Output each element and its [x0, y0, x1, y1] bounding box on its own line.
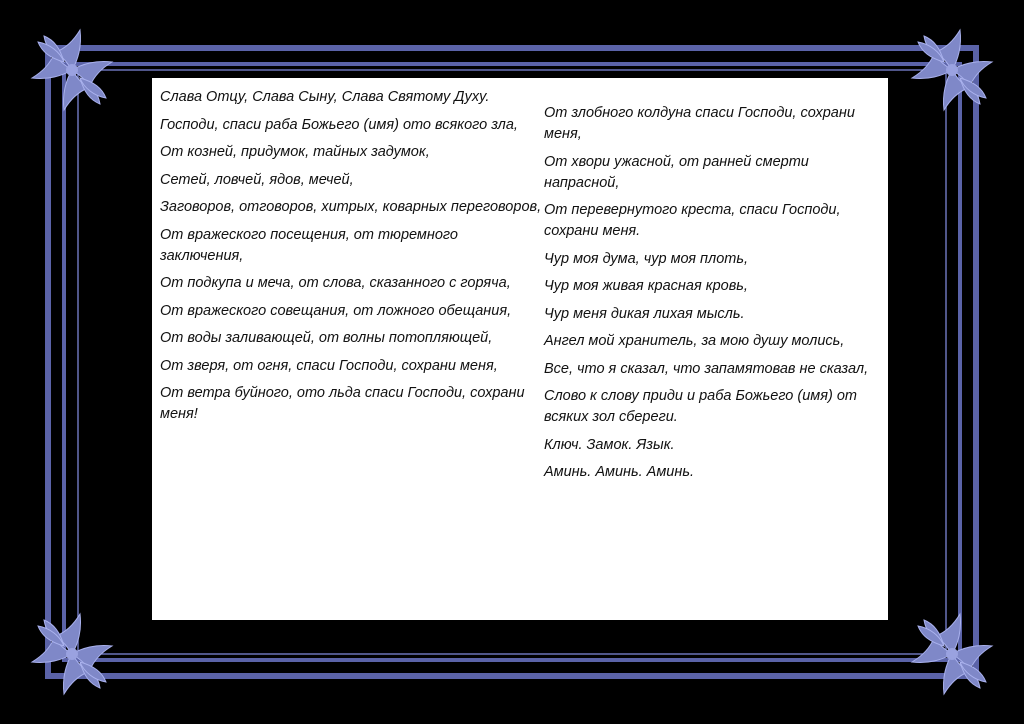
prayer-line: От злобного колдуна спаси Господи, сохрани меня, — [544, 105, 855, 142]
prayer-line: От вражеского совещания, от ложного обещания, — [160, 302, 512, 319]
prayer-line: От вражеского посещения, от тюремного заключения, — [160, 226, 458, 264]
prayer-line: Заговоров, отговоров, хитрых, коварных переговоров, — [160, 199, 542, 215]
prayer-line: От зверя, от огня, спаси Господи, сохрани меня, — [160, 357, 498, 374]
prayer-line: От воды заливающей, от волны потопляющей, — [160, 330, 493, 346]
prayer-line: От подкупа и меча, от слова, сказанного с горяча, — [160, 275, 511, 291]
floral-ornament-icon — [912, 614, 992, 694]
prayer-line: Господи, спаси раба Божьего (имя) ото всякого зла, — [160, 116, 518, 133]
prayer-line: Ключ. Замок. Язык. — [544, 436, 675, 453]
prayer-line: Все, что я сказал, что запамятовав не сказал, — [544, 360, 869, 377]
prayer-line: От ветра буйного, ото льда спаси Господи, сохрани меня! — [160, 385, 525, 422]
prayer-line: Ангел мой хранитель, за мою душу молись, — [544, 333, 845, 349]
floral-ornament-icon — [32, 30, 112, 110]
prayer-line: От перевернутого креста, спаси Господи, сохрани меня. — [544, 202, 841, 239]
prayer-line: Чур меня дикая лихая мысль. — [544, 305, 745, 322]
prayer-line: Слово к слову приди и раба Божьего (имя) от всяких зол сбереги. — [544, 388, 857, 425]
prayer-page — [152, 78, 888, 620]
floral-ornament-icon — [912, 30, 992, 110]
prayer-line: От козней, придумок, тайных задумок, — [160, 144, 430, 160]
prayer-line: Чур моя живая красная кровь, — [544, 278, 748, 294]
prayer-line: Чур моя дума, чур моя плоть, — [544, 250, 748, 267]
prayer-line: Сетей, ловчей, ядов, мечей, — [160, 171, 354, 188]
prayer-right-column — [544, 103, 884, 490]
prayer-line: Аминь. Аминь. Аминь. — [544, 464, 694, 480]
floral-ornament-icon — [32, 614, 112, 694]
prayer-line: От хвори ужасной, от ранней смерти напрасной, — [544, 153, 809, 191]
prayer-line: Слава Отцу, Слава Сыну, Слава Святому Духу. — [160, 89, 490, 105]
prayer-left-column — [160, 87, 544, 432]
